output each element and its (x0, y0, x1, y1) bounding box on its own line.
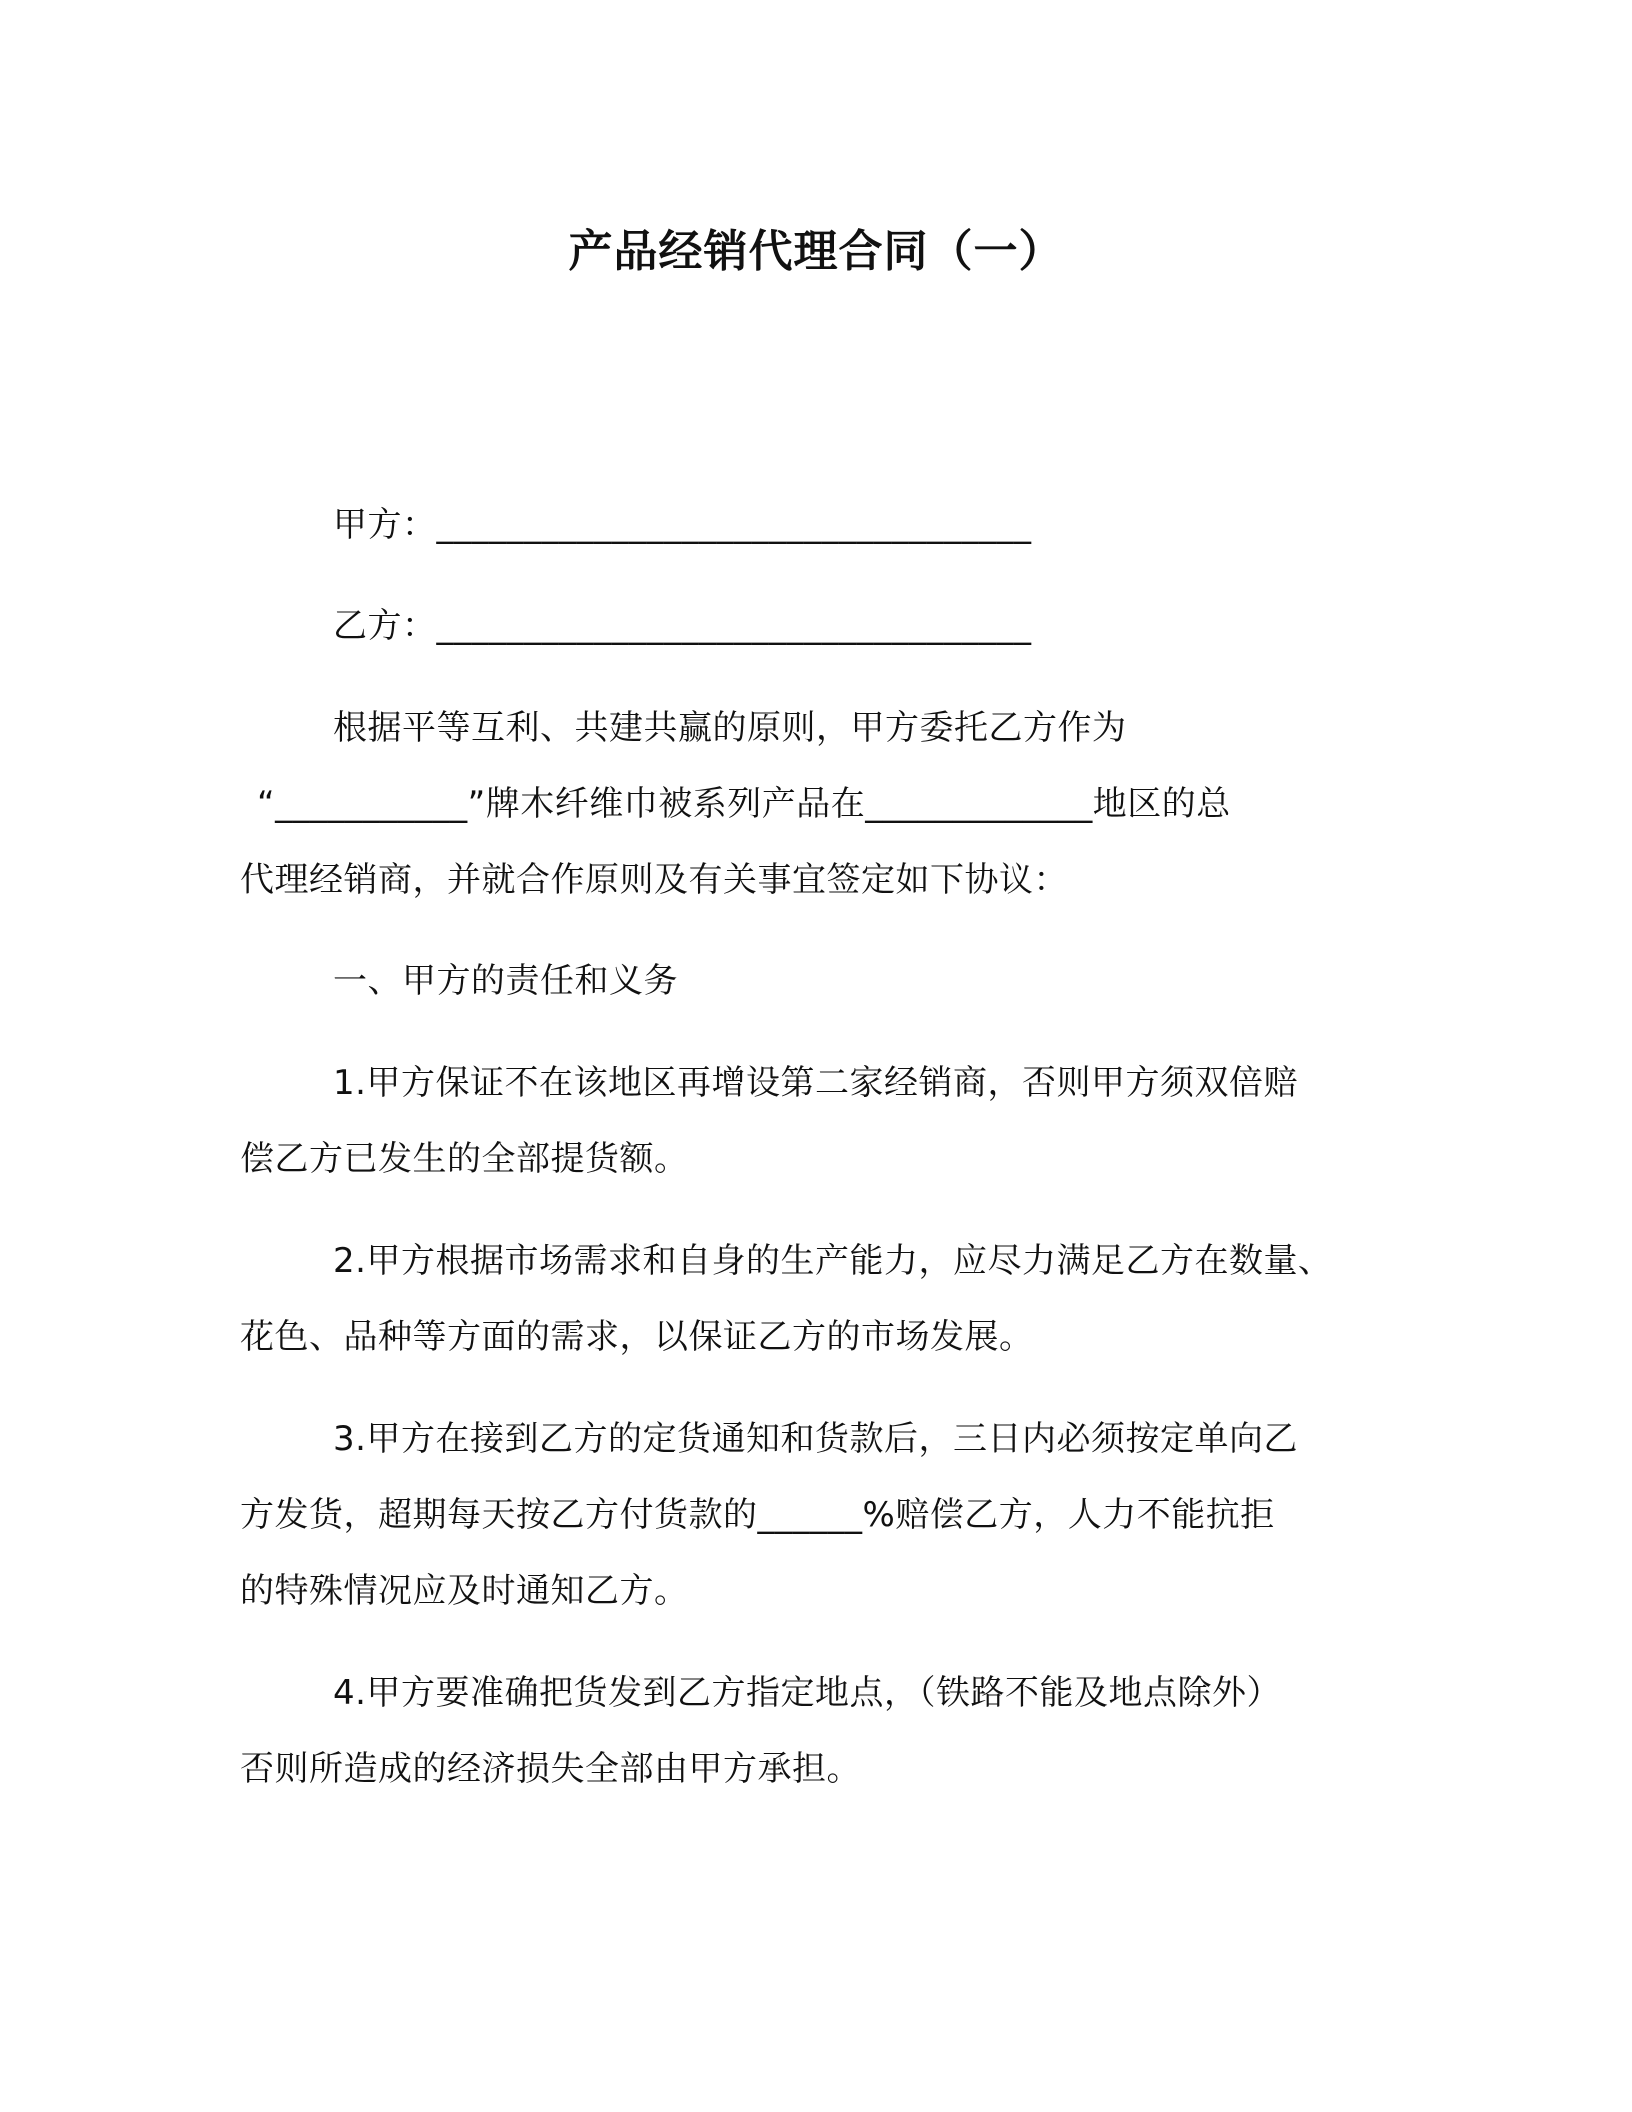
party-b-field: 乙方：__________________________________ (333, 606, 1032, 646)
clause-3-line-3: 的特殊情况应及时通知乙方。 (240, 1571, 689, 1611)
clause-3-line-2: 方发货，超期每天按乙方付货款的______%赔偿乙方，人力不能抗拒 (240, 1495, 1275, 1535)
section-heading: 一、甲方的责任和义务 (333, 961, 678, 1001)
party-a-field: 甲方：__________________________________ (333, 505, 1032, 545)
page-title: 产品经销代理合同（一） (568, 226, 1064, 277)
intro-line-1: 根据平等互利、共建共赢的原则，甲方委托乙方作为 (333, 708, 1127, 748)
clause-4-line-2: 否则所造成的经济损失全部由甲方承担。 (240, 1749, 861, 1789)
clause-1-line-1: 1.甲方保证不在该地区再增设第二家经销商，否则甲方须双倍赔 (333, 1063, 1298, 1103)
clause-4-line-1: 4.甲方要准确把货发到乙方指定地点，（铁路不能及地点除外） (333, 1673, 1281, 1713)
clause-3-line-1: 3.甲方在接到乙方的定货通知和货款后，三日内必须按定单向乙 (333, 1419, 1298, 1459)
intro-line-3: 代理经销商，并就合作原则及有关事宜签定如下协议： (240, 860, 1068, 900)
clause-1-line-2: 偿乙方已发生的全部提货额。 (240, 1139, 689, 1179)
intro-line-2: “___________”牌木纤维巾被系列产品在_____________地区的总 (257, 784, 1231, 824)
clause-2-line-1: 2.甲方根据市场需求和自身的生产能力，应尽力满足乙方在数量、 (333, 1241, 1333, 1281)
clause-2-line-2: 花色、品种等方面的需求，以保证乙方的市场发展。 (240, 1317, 1034, 1357)
